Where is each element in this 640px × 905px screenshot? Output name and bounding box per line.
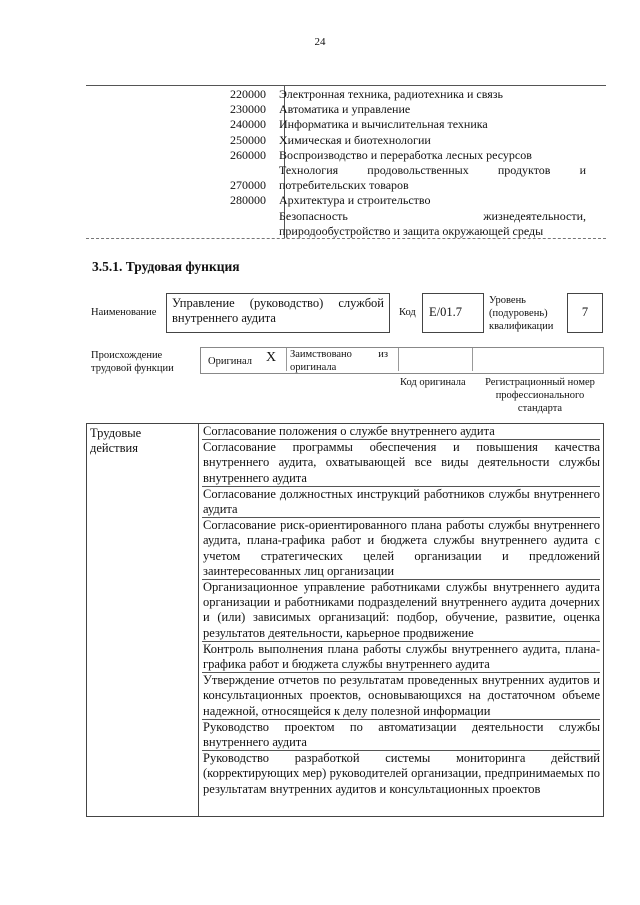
borrowed-original-word: оригинала bbox=[290, 362, 337, 373]
list-item: Руководство разработкой системы мониторинга действий (корректирующих мер) руководителей организации, предпринимаемых по результатам внутренних аудитов и консультационных проектов bbox=[203, 751, 600, 796]
specialty-code bbox=[86, 224, 279, 239]
labor-actions-label: Трудовые действия bbox=[90, 426, 142, 455]
qualification-level-field: 7 bbox=[567, 293, 603, 333]
specialty-code: 220000 bbox=[230, 87, 266, 101]
list-item: Согласование должностных инструкций работников службы внутреннего аудита bbox=[202, 487, 600, 518]
table-row bbox=[86, 117, 586, 132]
origin-table bbox=[200, 347, 604, 374]
labor-actions-divider bbox=[198, 423, 199, 817]
specialties-rows bbox=[86, 87, 586, 239]
list-item: Согласование программы обеспечения и повышения качества внутреннего аудита, охватывающей все виды деятельности службы внутреннего аудита bbox=[202, 440, 600, 487]
origin-label: Происхождение трудовой функции bbox=[91, 350, 174, 374]
specialty-name: Безопасность жизнедеятельности, bbox=[279, 208, 586, 223]
specialty-name: природообустройство и защита окружающей среды bbox=[279, 223, 544, 238]
list-item: Согласование риск-ориентированного плана работы службы внутреннего аудита, плана-графика работ и бюджета службы внутреннего аудита с учетом стратегических целей организации и предложений заинтересованных лиц организации bbox=[202, 518, 600, 580]
origin-code-cell bbox=[399, 348, 473, 371]
table-row bbox=[86, 148, 586, 163]
registration-number-caption: Регистрационный номер профессионального стандарта bbox=[485, 377, 595, 414]
specialty-name: Технология продовольственных продуктов и bbox=[279, 163, 586, 178]
page-number: 24 bbox=[314, 36, 326, 48]
borrowed-word: Заимствовано bbox=[290, 349, 352, 360]
specialty-code bbox=[86, 209, 279, 224]
original-code-caption: Код оригинала bbox=[400, 377, 466, 388]
table-top-border bbox=[86, 85, 606, 86]
code-label: Код bbox=[399, 307, 416, 318]
specialty-code: 260000 bbox=[230, 147, 266, 162]
table-row bbox=[86, 102, 586, 117]
specialty-code: 240000 bbox=[230, 117, 266, 132]
table-row bbox=[86, 178, 586, 193]
specialty-name: Химическая и биотехнологии bbox=[279, 132, 431, 147]
specialty-name: Воспроизводство и переработка лесных ресурсов bbox=[279, 147, 532, 162]
list-item: Контроль выполнения плана работы службы внутреннего аудита, плана-графика работ и бюджета службы внутреннего аудита bbox=[202, 642, 600, 673]
origin-borrowed-label bbox=[290, 348, 388, 374]
table-bottom-border bbox=[86, 238, 606, 239]
function-name-field: Управление (руководство) службой внутреннего аудита bbox=[166, 293, 390, 333]
table-row bbox=[86, 209, 586, 224]
name-label: Наименование bbox=[91, 307, 157, 318]
table-row bbox=[86, 133, 586, 148]
specialty-code: 280000 bbox=[230, 193, 266, 208]
origin-original-mark: X bbox=[266, 350, 277, 365]
specialty-name: Электронная техника, радиотехника и связь bbox=[279, 87, 503, 101]
list-item: Согласование положения о службе внутреннего аудита bbox=[202, 424, 600, 440]
specialty-name: Архитектура и строительство bbox=[279, 193, 431, 208]
specialty-name: потребительских товаров bbox=[279, 178, 409, 193]
table-row bbox=[86, 224, 586, 239]
specialty-code: 230000 bbox=[230, 102, 266, 117]
specialty-code: 270000 bbox=[230, 178, 266, 193]
specialty-name: Автоматика и управление bbox=[279, 102, 411, 117]
section-title: 3.5.1. Трудовая функция bbox=[92, 259, 240, 274]
specialty-name: Информатика и вычислительная техника bbox=[279, 117, 488, 132]
specialty-code bbox=[86, 163, 279, 178]
borrowed-from-word: из bbox=[378, 349, 388, 360]
specialty-code: 250000 bbox=[230, 132, 266, 147]
list-item: Утверждение отчетов по результатам проведенных внутренних аудитов и консультационных проектов, основывающихся на достаточном объеме надежной, относящейся к делу полезной информации bbox=[202, 673, 600, 720]
origin-original-label: Оригинал bbox=[208, 356, 252, 367]
qualification-level-label: Уровень (подуровень) квалификации bbox=[489, 295, 554, 332]
table-row bbox=[86, 87, 586, 102]
table-row bbox=[86, 163, 586, 178]
table-row bbox=[86, 193, 586, 208]
list-item: Руководство проектом по автоматизации деятельности службы внутреннего аудита bbox=[202, 720, 600, 751]
labor-actions-list bbox=[202, 424, 600, 797]
list-item: Организационное управление работниками службы внутреннего аудита организации и работниками подразделений внутреннего аудита дочерних и (или) зависимых организаций: подбор, обучение, развитие, оценка результатов деятельности, карьерное продвижение bbox=[202, 580, 600, 642]
function-code-field: E/01.7 bbox=[422, 293, 484, 333]
